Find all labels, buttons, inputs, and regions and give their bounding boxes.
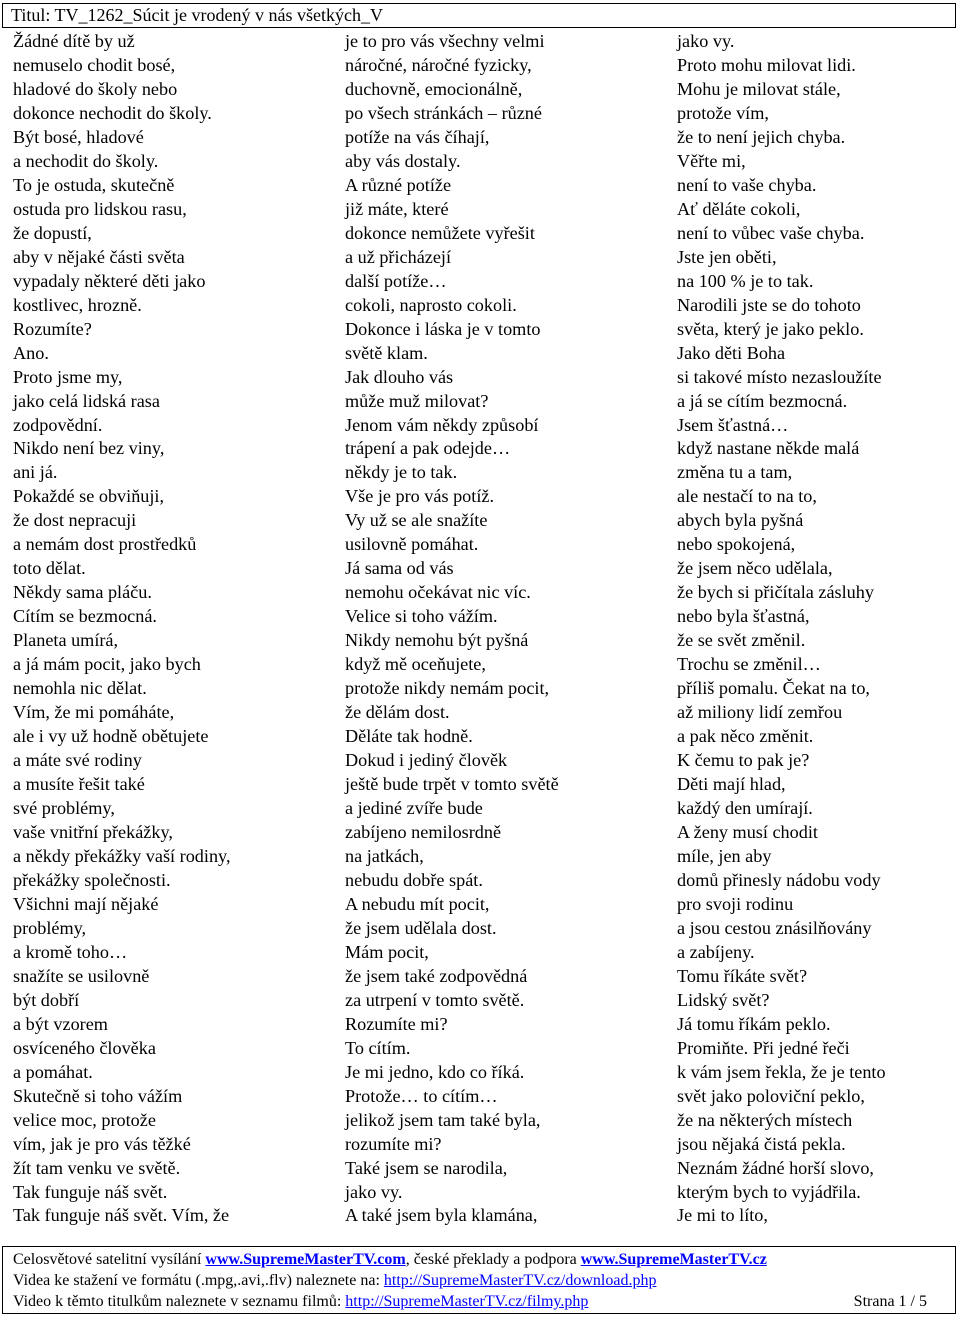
page-number: Strana 1 / 5 xyxy=(853,1293,927,1310)
text-line: až miliony lidí zemřou xyxy=(677,702,843,723)
text-line: překážky společnosti. xyxy=(13,869,171,890)
text-line: Skutečně si toho vážím xyxy=(13,1085,183,1106)
text-line: Neznám žádné horší slovo, xyxy=(677,1157,874,1178)
text-line: když nastane někde malá xyxy=(677,438,860,459)
text-line: Tomu říkáte svět? xyxy=(677,965,808,986)
films-link[interactable]: http://SupremeMasterTV.cz/filmy.php xyxy=(345,1293,589,1310)
text-line: nebo byla šťastná, xyxy=(677,606,810,627)
text-line: Planeta umírá, xyxy=(13,630,119,651)
text-line: Tak funguje náš svět. xyxy=(13,1181,168,1202)
text-line: že jsem něco udělala, xyxy=(677,558,833,579)
footer xyxy=(2,1246,956,1314)
text-line: Je mi to líto, xyxy=(677,1205,768,1226)
text-line: A různé potíže xyxy=(345,174,452,195)
text-line: a já mám pocit, jako bych xyxy=(13,654,201,675)
text-line: aby vás dostaly. xyxy=(345,150,461,171)
text-line: ani já. xyxy=(13,462,58,483)
text-line: Jenom vám někdy způsobí xyxy=(345,414,539,435)
text-line: nemuselo chodit bosé, xyxy=(13,54,176,75)
text-line: Proto mohu milovat lidi. xyxy=(677,54,856,75)
text-line: další potíže… xyxy=(345,270,447,291)
text-line: Děláte tak hodně. xyxy=(345,726,473,747)
text-line: Protože… to cítím… xyxy=(345,1085,498,1106)
text-line: Jako děti Boha xyxy=(677,342,786,363)
footer-line-3 xyxy=(13,1291,955,1312)
text-line: velice moc, protože xyxy=(13,1109,156,1130)
text-line: světa, který je jako peklo. xyxy=(677,318,864,339)
text-line: aby v nějaké části světa xyxy=(13,246,185,267)
supremetv-cz-link[interactable]: www.SupremeMasterTV.cz xyxy=(580,1251,767,1268)
text-line: jako vy. xyxy=(345,1181,403,1202)
text-line: ale nestačí to na to, xyxy=(677,486,817,507)
text-line: žít tam venku ve světě. xyxy=(13,1157,181,1178)
text-line: Být bosé, hladové xyxy=(13,126,144,147)
text-line: Pokaždé se obviňuji, xyxy=(13,486,165,507)
text-line: Jste jen oběti, xyxy=(677,246,777,267)
text-line: domů přinesly nádobu vody xyxy=(677,869,881,890)
text-line: Věřte mi, xyxy=(677,150,746,171)
text-line: Mám pocit, xyxy=(345,941,429,962)
text-line: cokoli, naprosto cokoli. xyxy=(345,294,517,315)
text-line: Je mi jedno, kdo co říká. xyxy=(345,1061,525,1082)
text-line: a kromě toho… xyxy=(13,941,128,962)
text-line: že dopustí, xyxy=(13,222,92,243)
text-line: a jediné zvíře bude xyxy=(345,798,483,818)
text-line: může muž milovat? xyxy=(345,390,489,411)
text-line: nemohu očekávat nic víc. xyxy=(345,582,531,603)
download-link[interactable]: http://SupremeMasterTV.cz/download.php xyxy=(383,1272,657,1289)
text-line: Trochu se změnil… xyxy=(677,654,821,675)
text-line: změna tu a tam, xyxy=(677,462,793,483)
text-line: míle, jen aby xyxy=(677,845,772,866)
text-line: Děti mají hlad, xyxy=(677,774,786,795)
text-line: zodpovědní. xyxy=(13,414,103,435)
text-line: Dokonce i láska je v tomto xyxy=(345,318,541,339)
text-line: Narodili jste se do tohoto xyxy=(677,294,861,315)
text-line: k vám jsem řekla, že je tento xyxy=(677,1061,886,1082)
text-line: a já se cítím bezmocná. xyxy=(677,390,848,411)
text-line: na jatkách, xyxy=(345,845,424,866)
text-line: již máte, které xyxy=(345,198,449,219)
text-line: a nemám dost prostředků xyxy=(13,534,197,555)
text-line: pro svoji rodinu xyxy=(677,893,794,914)
text-line: osvíceného člověka xyxy=(13,1037,156,1058)
text-line: každý den umírají. xyxy=(677,798,813,818)
text-line: Proto jsme my, xyxy=(13,366,123,387)
text-line: Mohu je milovat stále, xyxy=(677,78,841,99)
text-line: Dokud i jediný člověk xyxy=(345,750,508,771)
text-line: dokonce nechodit do školy. xyxy=(13,102,212,123)
text-column-3 xyxy=(677,30,886,1228)
text-line: Vše je pro vás potíž. xyxy=(345,486,494,507)
text-line: si takové místo nezasloužíte xyxy=(677,366,882,387)
text-line: A také jsem byla klamána, xyxy=(345,1205,538,1226)
text-line: není to vůbec vaše chyba. xyxy=(677,222,865,243)
text-line: a jsou cestou znásilňovány xyxy=(677,917,872,938)
text-column-1 xyxy=(13,30,231,1228)
text-line: Lidský svět? xyxy=(677,989,770,1010)
text-column-2 xyxy=(345,30,559,1228)
text-line: a pomáhat. xyxy=(13,1061,93,1082)
text-line: jako celá lidská rasa xyxy=(13,390,160,411)
text-line: hladové do školy nebo xyxy=(13,78,178,99)
footer-text: , české překlady a podpora xyxy=(405,1251,581,1268)
text-line: že se svět změnil. xyxy=(677,630,806,651)
text-line: protože nikdy nemám pocit, xyxy=(345,678,550,699)
text-line: kostlivec, hrozně. xyxy=(13,294,142,315)
text-line: Žádné dítě by už xyxy=(13,31,135,51)
text-line: protože vím, xyxy=(677,102,769,123)
text-line: je to pro vás všechny velmi xyxy=(345,31,545,51)
text-line: Nikdy nemohu být pyšná xyxy=(345,630,529,651)
text-line: a musíte řešit také xyxy=(13,774,145,795)
text-line: Ať děláte cokoli, xyxy=(677,198,801,219)
text-line: Vím, že mi pomáháte, xyxy=(13,702,175,723)
text-line: jako vy. xyxy=(677,31,735,51)
text-line: Všichni mají nějaké xyxy=(13,893,159,914)
text-line: že jsem také zodpovědná xyxy=(345,965,528,986)
text-line: abych byla pyšná xyxy=(677,510,804,531)
text-line: někdy je to tak. xyxy=(345,462,458,483)
text-line: K čemu to pak je? xyxy=(677,750,810,771)
text-line: ostuda pro lidskou rasu, xyxy=(13,198,187,219)
text-line: nemohla nic dělat. xyxy=(13,678,147,699)
text-line: a zabíjeny. xyxy=(677,941,755,962)
text-line: vypadaly některé děti jako xyxy=(13,270,206,291)
text-line: že bych si přičítala zásluhy xyxy=(677,582,874,603)
text-line: nebo spokojená, xyxy=(677,534,796,555)
text-line: ještě bude trpět v tomto světě xyxy=(345,774,559,795)
text-line: Jsem šťastná… xyxy=(677,414,789,435)
text-line: Velice si toho vážím. xyxy=(345,606,498,627)
text-line: příliš pomalu. Čekat na to, xyxy=(677,678,870,699)
supremetv-com-link[interactable]: www.SupremeMasterTV.com xyxy=(205,1251,406,1268)
text-line: trápení a pak odejde… xyxy=(345,438,511,459)
text-line: když mě oceňujete, xyxy=(345,654,486,675)
text-line: Rozumíte? xyxy=(13,318,92,339)
text-line: že jsem udělala dost. xyxy=(345,917,497,938)
text-line: problémy, xyxy=(13,917,87,938)
text-line: potíže na vás číhají, xyxy=(345,126,490,147)
text-line: dokonce nemůžete vyřešit xyxy=(345,222,535,243)
text-line: Také jsem se narodila, xyxy=(345,1157,508,1178)
text-line: snažíte se usilovně xyxy=(13,965,150,986)
text-line: toto dělat. xyxy=(13,558,86,579)
text-line: Já tomu říkám peklo. xyxy=(677,1013,831,1034)
text-line: To cítím. xyxy=(345,1037,411,1058)
text-line: a někdy překážky vaší rodiny, xyxy=(13,845,231,866)
text-line: a už přicházejí xyxy=(345,246,452,267)
text-line: svět jako poloviční peklo, xyxy=(677,1085,865,1106)
text-line: světě klam. xyxy=(345,342,428,363)
text-line: Ano. xyxy=(13,342,49,363)
text-line: A ženy musí chodit xyxy=(677,821,818,842)
text-line: A nebudu mít pocit, xyxy=(345,893,490,914)
text-line: vaše vnitřní překážky, xyxy=(13,821,173,842)
text-line: náročné, náročné fyzicky, xyxy=(345,54,532,75)
text-line: nebudu dobře spát. xyxy=(345,869,483,890)
text-line: usilovně pomáhat. xyxy=(345,534,479,555)
text-line: kterým bych to vyjádřila. xyxy=(677,1181,861,1202)
text-line: a být vzorem xyxy=(13,1013,108,1034)
text-line: a máte své rodiny xyxy=(13,750,142,771)
text-line: jsou nějaká čistá pekla. xyxy=(677,1133,846,1154)
document-title: Titul: TV_1262_Súcit je vrodený v nás všetkých_V xyxy=(2,3,956,28)
footer-text: Celosvětové satelitní vysílání xyxy=(13,1251,206,1268)
text-line: a pak něco změnit. xyxy=(677,726,814,747)
text-line: Vy už se ale snažíte xyxy=(345,510,488,531)
text-line: za utrpení v tomto světě. xyxy=(345,989,525,1010)
text-line: Promiňte. Při jedné řeči xyxy=(677,1037,850,1058)
footer-text: Video k těmto titulkům naleznete v seznamu filmů: xyxy=(13,1293,346,1310)
text-line: Nikdo není bez viny, xyxy=(13,438,165,459)
text-line: rozumíte mi? xyxy=(345,1133,442,1154)
text-line: Cítím se bezmocná. xyxy=(13,606,157,627)
text-line: Rozumíte mi? xyxy=(345,1013,448,1034)
text-line: duchovně, emocionálně, xyxy=(345,78,523,99)
text-line: vím, jak je pro vás těžké xyxy=(13,1133,191,1154)
text-line: Já sama od vás xyxy=(345,558,454,579)
text-line: být dobří xyxy=(13,989,80,1010)
text-line: Někdy sama pláču. xyxy=(13,582,152,603)
text-line: že dělám dost. xyxy=(345,702,450,723)
text-line: že dost nepracuji xyxy=(13,510,137,531)
text-line: zabíjeno nemilosrdně xyxy=(345,821,502,842)
text-line: Tak funguje náš svět. Vím, že xyxy=(13,1205,230,1226)
text-line: na 100 % je to tak. xyxy=(677,270,814,291)
text-line: po všech stránkách – různé xyxy=(345,102,542,123)
text-line: ale i vy už hodně obětujete xyxy=(13,726,209,747)
text-line: a nechodit do školy. xyxy=(13,150,159,171)
footer-text: Videa ke stažení ve formátu (.mpg,.avi,.flv) naleznete na: xyxy=(13,1272,384,1289)
footer-line-2 xyxy=(13,1270,955,1291)
footer-line-1 xyxy=(13,1249,955,1270)
text-line: Jak dlouho vás xyxy=(345,366,454,387)
text-line: To je ostuda, skutečně xyxy=(13,174,175,195)
text-line: není to vaše chyba. xyxy=(677,174,817,195)
text-line: své problémy, xyxy=(13,798,115,818)
text-line: že na některých místech xyxy=(677,1109,853,1130)
text-line: že to není jejich chyba. xyxy=(677,126,846,147)
text-line: jelikož jsem tam také byla, xyxy=(345,1109,541,1130)
